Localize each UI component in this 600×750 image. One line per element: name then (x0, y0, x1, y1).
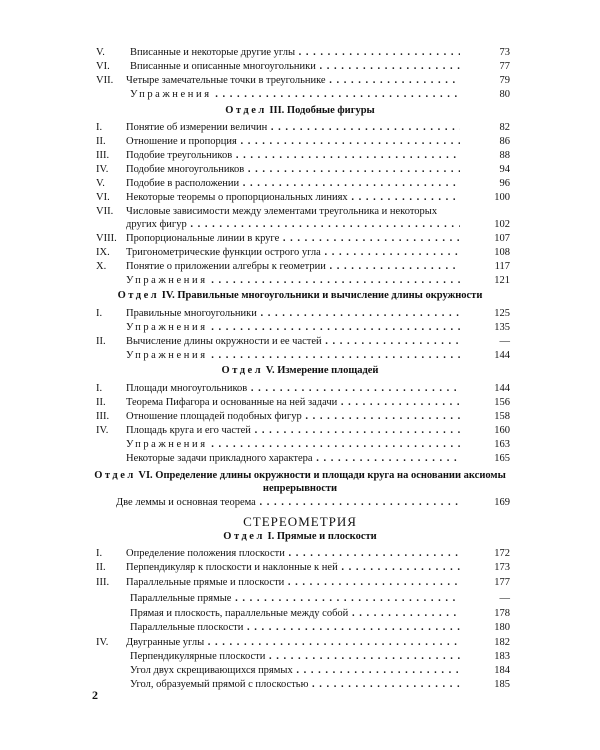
entry-title: Некоторые теоремы о пропорциональных линиях . . (126, 191, 460, 204)
entry-page: 182 (494, 637, 510, 648)
entry-title: Упражнения . . (126, 321, 460, 334)
entry-title: Перпендикуляр к плоскости и наклонные к ней . . (126, 561, 460, 574)
entry-title: Площадь круга и его частей . . (126, 424, 460, 437)
toc-entry (0, 88, 510, 101)
entry-page: — (499, 593, 510, 604)
section-heading (0, 289, 600, 302)
section-title: V. Измерение площадей (265, 365, 379, 376)
entry-title: Прямая и плоскость, параллельные между собой . . (130, 607, 460, 620)
toc-entry (0, 46, 510, 59)
toc-entry (0, 149, 510, 162)
entry-number: IV. (96, 425, 109, 436)
entry-number: V. (96, 47, 105, 58)
toc-entry (0, 246, 510, 259)
toc-entry (0, 349, 510, 362)
section-prefix: Отдел (117, 290, 160, 301)
toc-entry (0, 621, 510, 634)
entry-page: 184 (494, 665, 510, 676)
entry-page: — (499, 336, 510, 347)
toc-entry (0, 205, 510, 218)
section-heading-continuation (0, 482, 600, 495)
entry-page: 165 (494, 453, 510, 464)
entry-title: других фигур . . (126, 218, 460, 231)
entry-title: Угол, образуемый прямой с плоскостью . . (130, 678, 460, 691)
entry-page: 163 (494, 439, 510, 450)
entry-title: Упражнения . . (126, 349, 460, 362)
toc-entry (0, 218, 510, 231)
toc-entry (0, 410, 510, 423)
section-title: IV. Правильные многоугольники и вычисление длины окружности (161, 290, 483, 301)
section-heading (0, 469, 600, 482)
entry-number: IV. (96, 164, 109, 175)
section-title: III. Подобные фигуры (269, 105, 375, 116)
section-heading (0, 364, 600, 377)
entry-title: Упражнения . . (130, 88, 460, 101)
entry-number: I. (96, 383, 103, 394)
page-number: 2 (92, 688, 98, 702)
entry-page: 96 (499, 178, 510, 189)
toc-entry (0, 382, 510, 395)
entry-page: 156 (494, 397, 510, 408)
entry-title: Тригонометрические функции острого угла . . (126, 246, 460, 259)
toc-entry (0, 636, 510, 649)
toc-entry (0, 232, 510, 245)
entry-page: 88 (499, 150, 510, 161)
entry-title: Определение положения плоскости . . (126, 547, 460, 560)
entry-page: 121 (494, 275, 510, 286)
entry-title: Две леммы и основная теорема . . (116, 496, 460, 509)
entry-title: Подобие в расположении . . (126, 177, 460, 190)
toc-entry (0, 547, 510, 560)
entry-number: IX. (96, 247, 110, 258)
entry-page: 107 (494, 233, 510, 244)
toc-entry (0, 135, 510, 148)
entry-page: 117 (494, 261, 510, 272)
entry-page: 82 (499, 122, 510, 133)
section-heading (0, 104, 600, 117)
entry-title: Упражнения . . (126, 438, 460, 451)
entry-title: Правильные многоугольники . . (126, 307, 460, 320)
entry-title: Пропорциональные линии в круге . . (126, 232, 460, 245)
entry-number: I. (96, 548, 103, 559)
entry-number: I. (96, 122, 103, 133)
entry-title: Подобие треугольников . . (126, 149, 460, 162)
entry-page: 77 (499, 61, 510, 72)
toc-entry (0, 274, 510, 287)
toc-entry (0, 121, 510, 134)
entry-page: 183 (494, 651, 510, 662)
toc-entry (0, 592, 510, 605)
toc-entry (0, 335, 510, 348)
entry-number: I. (96, 308, 103, 319)
toc-entry (0, 650, 510, 663)
toc-entry (0, 664, 510, 677)
toc-entry (0, 678, 510, 691)
entry-page: 185 (494, 679, 510, 690)
entry-title: Отношение площадей подобных фигур . . (126, 410, 460, 423)
entry-page: 180 (494, 622, 510, 633)
section-title: VI. Определение длины окружности и площади круга на основании аксиомы (138, 470, 506, 481)
toc-entry (0, 496, 510, 509)
entry-page: 172 (494, 548, 510, 559)
entry-number: II. (96, 336, 106, 347)
entry-number: III. (96, 411, 110, 422)
entry-title: Понятие о приложении алгебры к геометрии . . (126, 260, 460, 273)
entry-page: 80 (499, 89, 510, 100)
entry-number: X. (96, 261, 107, 272)
toc-entry (0, 424, 510, 437)
entry-title: Вычисление длины окружности и ее частей . . (126, 335, 460, 348)
entry-page: 135 (494, 322, 510, 333)
entry-title: Четыре замечательные точки в треугольнике . . (126, 74, 460, 87)
section-prefix: Отдел (223, 531, 265, 542)
entry-page: 125 (494, 308, 510, 319)
entry-page: 108 (494, 247, 510, 258)
toc-entry (0, 452, 510, 465)
entry-title: Параллельные прямые и плоскости . . (126, 576, 460, 589)
entry-page: 94 (499, 164, 510, 175)
entry-page: 79 (499, 75, 510, 86)
entry-title: Угол двух скрещивающихся прямых . . (130, 664, 460, 677)
entry-number: VIII. (96, 233, 117, 244)
entry-page: 102 (494, 219, 510, 230)
toc-entry (0, 260, 510, 273)
entry-number: IV. (96, 637, 109, 648)
toc-entry (0, 74, 510, 87)
section-prefix: Отдел (94, 470, 136, 481)
section-prefix: Отдел (221, 365, 264, 376)
entry-title: Вписанные и некоторые другие углы . . (130, 46, 460, 59)
entry-number: III. (96, 577, 110, 588)
entry-page: 158 (494, 411, 510, 422)
part-heading: СТЕРЕОМЕТРИЯ (243, 514, 357, 529)
entry-number: VI. (96, 192, 110, 203)
entry-title: Подобие многоугольников . . (126, 163, 460, 176)
entry-title: Упражнения . . (126, 274, 460, 287)
entry-page: 173 (494, 562, 510, 573)
toc-entry (0, 307, 510, 320)
toc-entry (0, 576, 510, 589)
entry-number: VII. (96, 75, 114, 86)
toc-entry (0, 60, 510, 73)
entry-title: Перпендикулярные плоскости . . (130, 650, 460, 663)
toc-entry (0, 163, 510, 176)
toc-entry (0, 177, 510, 190)
section-title: I. Прямые и плоскости (267, 531, 377, 542)
entry-page: 100 (494, 192, 510, 203)
entry-number: V. (96, 178, 105, 189)
entry-title: Вписанные и описанные многоугольники . . (130, 60, 460, 73)
section-prefix: Отдел (225, 105, 267, 116)
entry-page: 160 (494, 425, 510, 436)
entry-number: II. (96, 562, 106, 573)
entry-title: Отношение и пропорция . . (126, 135, 460, 148)
entry-number: II. (96, 397, 106, 408)
entry-title: Числовые зависимости между элементами треугольника и некоторых (126, 206, 438, 217)
toc-entry (0, 607, 510, 620)
entry-title: Площади многоугольников . . (126, 382, 460, 395)
entry-page: 169 (494, 497, 510, 508)
entry-title: Двугранные углы . . (126, 636, 460, 649)
entry-title: Понятие об измерении величин . . (126, 121, 460, 134)
entry-title: Параллельные прямые . . (130, 592, 460, 605)
entry-page: 86 (499, 136, 510, 147)
toc-entry (0, 561, 510, 574)
entry-number: VI. (96, 61, 110, 72)
section-title: непрерывности (262, 483, 338, 494)
entry-page: 177 (494, 577, 510, 588)
entry-page: 144 (494, 383, 510, 394)
entry-page: 73 (499, 47, 510, 58)
entry-page: 144 (494, 350, 510, 361)
entry-page: 178 (494, 608, 510, 619)
entry-title: Параллельные плоскости . . (130, 621, 460, 634)
toc-entry (0, 396, 510, 409)
entry-number: VII. (96, 206, 114, 217)
section-heading (0, 530, 600, 543)
toc-entry (0, 321, 510, 334)
entry-number: III. (96, 150, 110, 161)
entry-title: Некоторые задачи прикладного характера . . (126, 452, 460, 465)
entry-title: Теорема Пифагора и основанные на ней задачи . . (126, 396, 460, 409)
toc-entry (0, 438, 510, 451)
toc-entry (0, 191, 510, 204)
entry-number: II. (96, 136, 106, 147)
